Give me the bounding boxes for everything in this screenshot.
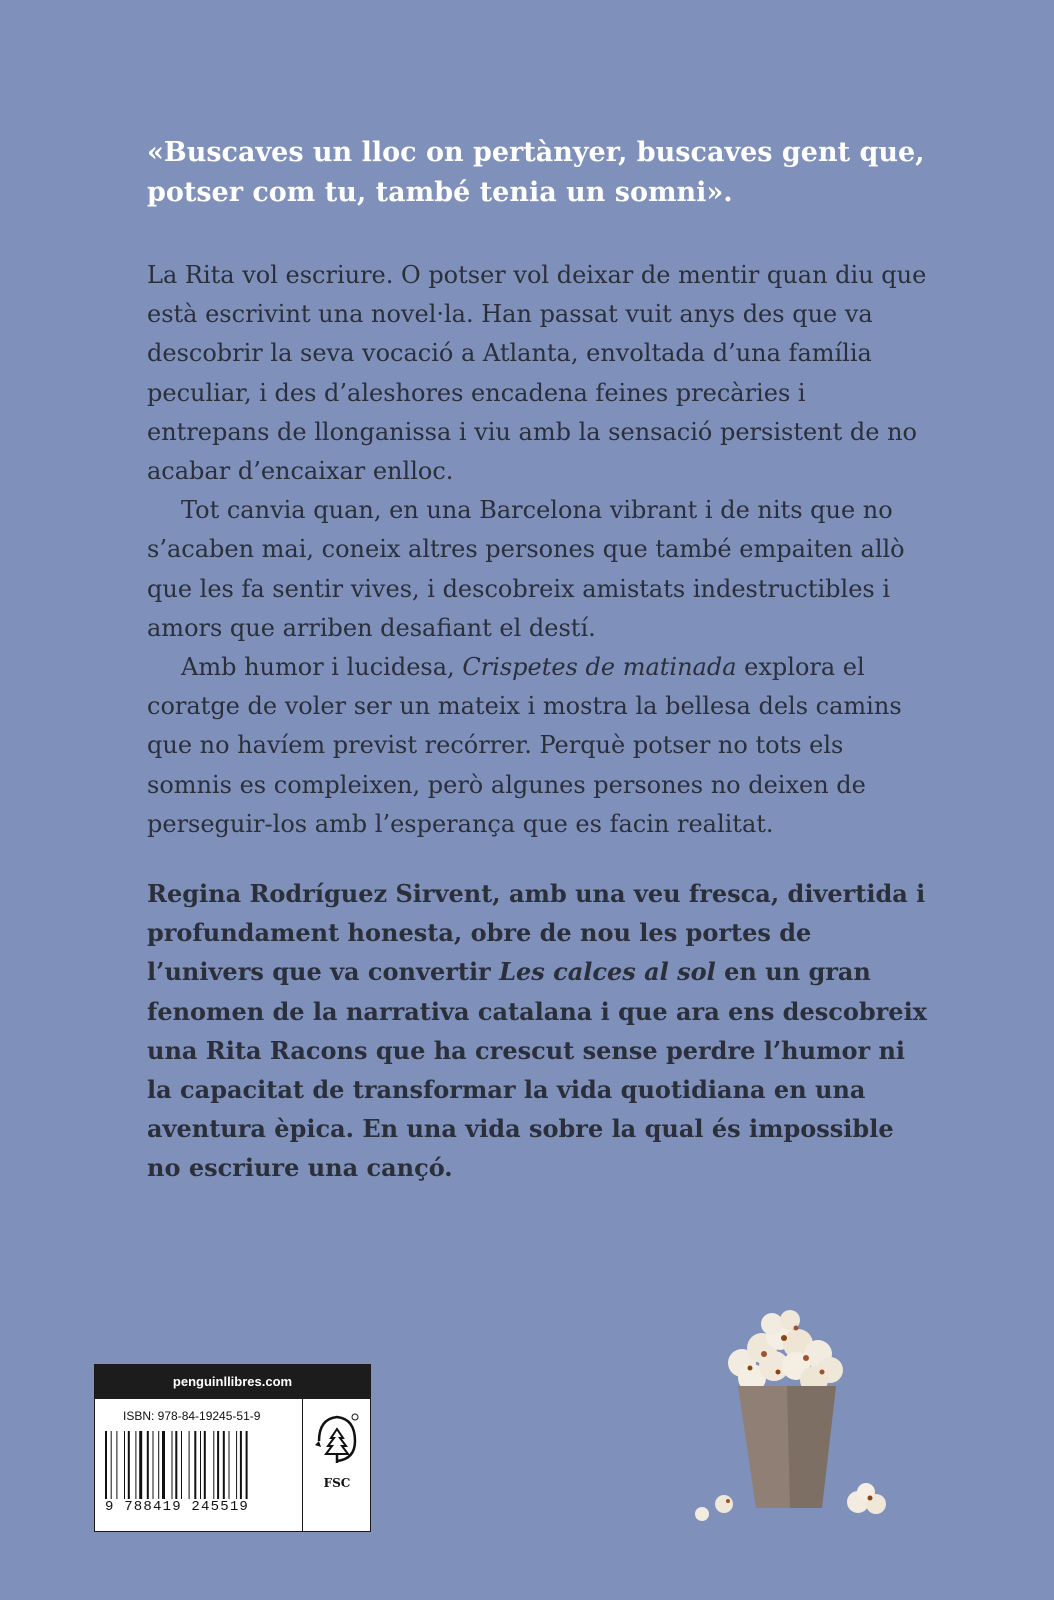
- barcode-bar: [189, 1431, 190, 1499]
- author-note-lead: Regina Rodríguez Sirvent, amb una veu fresca, divertida i profundament honesta, obre de nou les portes de l’univers que va convertir: [147, 879, 926, 987]
- author-note-rest: en un gran fenomen de la narrativa catalana i que ara ens descobreix una Rita Racons que ha crescut sense perdre l’humor ni la capacitat de transformar la vida quotidiana en una aventura èpica. En una vida sobre la qual és impossible no escriure una cançó.: [147, 957, 927, 1183]
- barcode-digits: 9 788419 245519: [105, 1499, 250, 1515]
- barcode-bar: [139, 1431, 142, 1499]
- fsc-label: FSC: [323, 1476, 351, 1490]
- synopsis-paragraph-2: Tot canvia quan, en una Barcelona vibrant i de nits que no s’acaben mai, coneix altres persones que també empaiten allò que les fa sentir vives, i descobreix amistats indestructibles i amors que arriben desafiant el destí.: [147, 496, 905, 642]
- barcode-bar: [204, 1431, 206, 1499]
- barcode-bar: [246, 1431, 248, 1499]
- synopsis: [147, 256, 927, 844]
- fsc-tree-logo-icon: [311, 1411, 363, 1471]
- synopsis-p3-rest: explora el coratge de voler ser un mateix i mostra la bellesa dels camins que no havíem previst recórrer. Perquè potser no tots els somnis es compleixen, però algunes persones no deixen de perseguir-los amb l’esperança que es facin realitat.: [147, 653, 902, 838]
- barcode-bar: [172, 1431, 173, 1499]
- barcode-box: [94, 1364, 371, 1532]
- barcode-bars: [105, 1431, 295, 1499]
- barcode-bar: [128, 1431, 130, 1499]
- fsc-logo: [307, 1411, 367, 1490]
- synopsis-paragraph-1: La Rita vol escriure. O potser vol deixar de mentir quan diu que està escrivint una novel·la. Han passat vuit anys des que va descobrir la seva vocació a Atlanta, envoltada d’una família peculiar, i des d’aleshores encadena feines precàries i entrepans de llonganissa i viu amb la sensació persistent de no acabar d’encaixar enlloc.: [147, 261, 927, 486]
- barcode-bar: [240, 1431, 242, 1499]
- barcode-bar: [213, 1431, 214, 1499]
- synopsis-paragraph-3: [147, 648, 927, 844]
- barcode-bar: [223, 1431, 225, 1499]
- barcode-bar: [181, 1431, 182, 1499]
- synopsis-p3-lead: Amb humor i lucidesa,: [181, 653, 463, 682]
- barcode-bar: [147, 1431, 149, 1499]
- pull-quote: «Buscaves un lloc on pertànyer, buscaves gent que, potser com tu, també tenia un somni».: [147, 137, 925, 208]
- author-note: [147, 874, 927, 1188]
- barcode-bar: [236, 1431, 237, 1499]
- barcode-bar: [111, 1431, 112, 1499]
- barcode-divider: [302, 1399, 303, 1532]
- book-title: Crispetes de matinada: [462, 653, 737, 682]
- popcorn-pile: [728, 1310, 843, 1394]
- popcorn-box-shade: [787, 1386, 836, 1508]
- barcode-bar: [116, 1431, 117, 1499]
- barcode-bar: [105, 1431, 107, 1499]
- barcode-bar: [200, 1431, 201, 1499]
- popcorn-box-illustration: [680, 1308, 920, 1538]
- barcode-bar: [217, 1431, 219, 1499]
- barcode-bar: [124, 1431, 125, 1499]
- isbn-label: ISBN: 978-84-19245-51-9: [123, 1409, 261, 1423]
- barcode-bar: [158, 1431, 159, 1499]
- previous-book-title: Les calces al sol: [499, 957, 716, 987]
- barcode-bar: [162, 1431, 165, 1499]
- barcode-bar: [194, 1431, 196, 1499]
- barcode-bar: [229, 1431, 230, 1499]
- barcode-bar: [135, 1431, 136, 1499]
- barcode-bar: [153, 1431, 154, 1499]
- publisher-website: penguinllibres.com: [95, 1365, 370, 1399]
- barcode-bar: [175, 1431, 177, 1499]
